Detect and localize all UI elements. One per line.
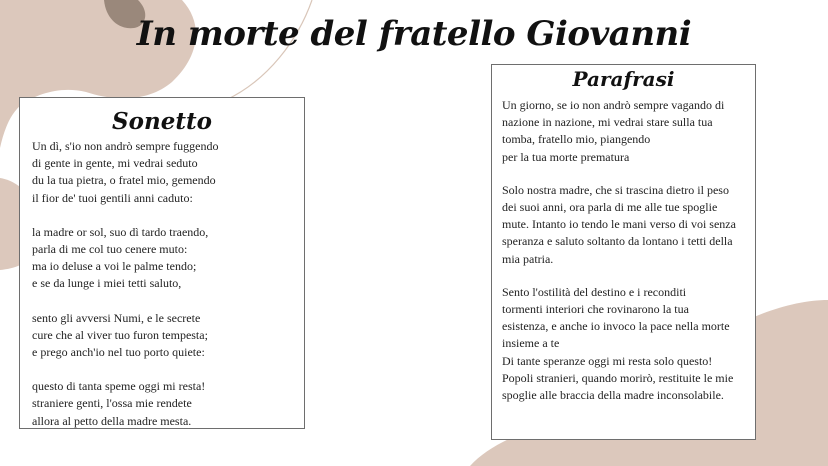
sonetto-card: [19, 97, 305, 429]
paraphrase-line: Un giorno, se io non andrò sempre vagando di: [502, 98, 725, 112]
stanza-2: [32, 224, 304, 293]
verse-line: di gente in gente, mi vedrai seduto: [32, 156, 198, 171]
paraphrase-line: tormenti interiori che rovinarono la tua: [502, 302, 689, 317]
paraphrase-line: Di tante speranze oggi mi resta solo questo!: [502, 353, 713, 368]
verse-line: ma io deluse a voi le palme tendo;: [32, 259, 197, 274]
paraphrase-line: speranza e saluto soltanto da lontano i tetti della: [502, 234, 733, 249]
paraphrase-line: nazione in nazione, mi vedrai stare sulla tua: [502, 115, 713, 130]
paraphrase-line: insieme a te: [502, 336, 560, 351]
verse-line: e prego anch'io nel tuo porto quiete:: [32, 345, 205, 360]
paraphrase-line: Sento l'ostilità del destino e i reconditi: [502, 284, 687, 299]
paraphrase-line: Popoli stranieri, quando morirò, restituite le mie: [502, 370, 734, 385]
verse-line: il fior de' tuoi gentili anni caduto:: [32, 190, 193, 205]
verse-line: cure che al viver tuo furon tempesta;: [32, 327, 208, 342]
verse-line: la madre or sol, suo dì tardo traendo,: [32, 224, 209, 239]
verse-line: Un dì, s'io non andrò sempre fuggendo: [32, 139, 219, 153]
paragraph-1: [502, 97, 755, 166]
verse-line: parla di me col tuo cenere muto:: [32, 242, 188, 257]
paragraph-3: [502, 284, 755, 404]
stanza-3: [32, 310, 304, 362]
paraphrase-line: tomba, fratello mio, piangendo: [502, 132, 651, 147]
verse-line: sento gli avversi Numi, e le secrete: [32, 310, 201, 325]
paraphrase-line: mia patria.: [502, 251, 554, 266]
paraphrase-line: esistenza, e anche io invoco la pace nella morte: [502, 319, 730, 334]
parafrasi-heading: Parafrasi: [572, 67, 675, 91]
paraphrase-line: per la tua morte prematura: [502, 149, 630, 164]
paraphrase-line: spoglie alle braccia della madre inconsolabile.: [502, 388, 724, 403]
verse-line: allora al petto della madre mesta.: [32, 413, 192, 428]
parafrasi-card: [491, 64, 756, 440]
verse-line: e se da lunge i miei tetti saluto,: [32, 276, 182, 291]
sonetto-stanzas: [32, 138, 304, 430]
paraphrase-line: Solo nostra madre, che si trascina dietro il peso: [502, 182, 729, 197]
paraphrase-line: mute. Intanto io tendo le mani verso di voi senza: [502, 217, 736, 232]
page-title: In morte del fratello Giovanni: [136, 14, 692, 54]
verse-line: straniere genti, l'ossa mie rendete: [32, 396, 192, 411]
stanza-4: [32, 378, 304, 430]
verse-line: du la tua pietra, o fratel mio, gemendo: [32, 173, 216, 188]
parafrasi-paragraphs: [502, 97, 755, 404]
verse-line: questo di tanta speme oggi mi resta!: [32, 379, 206, 394]
stanza-1: [32, 138, 304, 207]
paraphrase-line: dei suoi anni, ora parla di me alle tue spoglie: [502, 200, 718, 215]
paragraph-2: [502, 182, 755, 268]
sonetto-heading: Sonetto: [112, 108, 212, 135]
